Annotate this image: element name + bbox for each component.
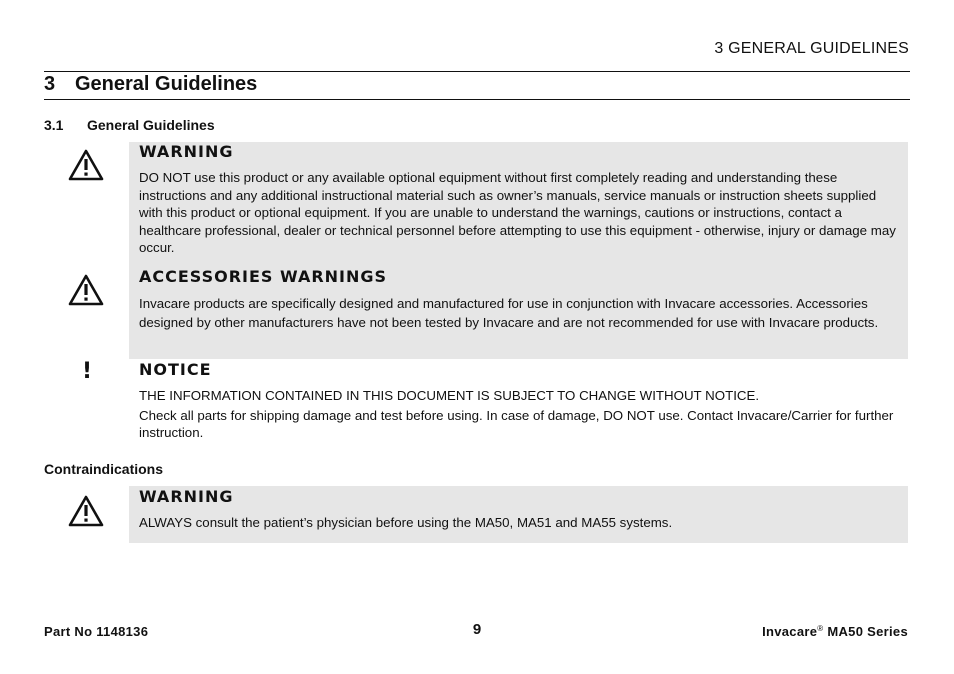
chapter-heading [44, 71, 257, 99]
chapter-number: 3 [44, 73, 56, 95]
section-heading [44, 117, 215, 133]
notice-text: Check all parts for shipping damage and test before using. In case of damage, DO NOT use. Contact Invacare/Carrier for further instruction. [139, 407, 894, 441]
warning-title: WARNING [139, 142, 234, 161]
section-number: 3.1 [44, 117, 64, 133]
warning-triangle-icon [67, 148, 105, 182]
running-header: 3 GENERAL GUIDELINES [714, 40, 909, 57]
notice-text-caps: THE INFORMATION CONTAINED IN THIS DOCUMENT IS SUBJECT TO CHANGE WITHOUT NOTICE. [139, 388, 760, 403]
accessories-warning-title: ACCESSORIES WARNINGS [139, 267, 388, 286]
accessories-warning-block [139, 267, 899, 332]
footer-product-name [762, 624, 908, 639]
warning-triangle-icon [67, 494, 105, 528]
warning-text: DO NOT use this product or any available optional equipment without first completely reading and understanding these instructions and any additional instructional material such as owner’s manuals, service manuals or instruction sheets supplied with this product or optional equipment. If you are unable to understand the warnings, cautions or instructions, contact a healthcare professional, dealer or technical personnel before attempting to use this equipment - otherwise, injury or damage may occur. [139, 170, 896, 256]
notice-block [139, 360, 899, 442]
footer-brand: Invacare [762, 624, 818, 639]
exclamation-icon: ! [81, 359, 93, 384]
contraindications-warning-block [139, 487, 899, 532]
contraindications-heading: Contraindications [44, 461, 164, 477]
header-rule-bottom [44, 99, 910, 100]
footer-part-number: Part No 1148136 [44, 624, 149, 639]
notice-title: NOTICE [139, 360, 212, 379]
page-number: 9 [472, 621, 482, 638]
accessories-warning-text: Invacare products are specifically designed and manufactured for use in conjunction with Invacare accessories. Accessories designed by other manufacturers have not been tested by Invacare and are not recommended for use with Invacare products. [139, 296, 879, 330]
contraindications-warning-title: WARNING [139, 487, 234, 506]
contraindications-warning-text: ALWAYS consult the patient’s physician before using the MA50, MA51 and MA55 systems. [139, 515, 673, 530]
footer-series: MA50 Series [823, 624, 908, 639]
registered-mark: ® [817, 624, 824, 633]
warning-triangle-icon [67, 273, 105, 307]
warning-block [139, 142, 899, 257]
section-title: General Guidelines [87, 117, 215, 133]
chapter-title: General Guidelines [75, 73, 258, 95]
